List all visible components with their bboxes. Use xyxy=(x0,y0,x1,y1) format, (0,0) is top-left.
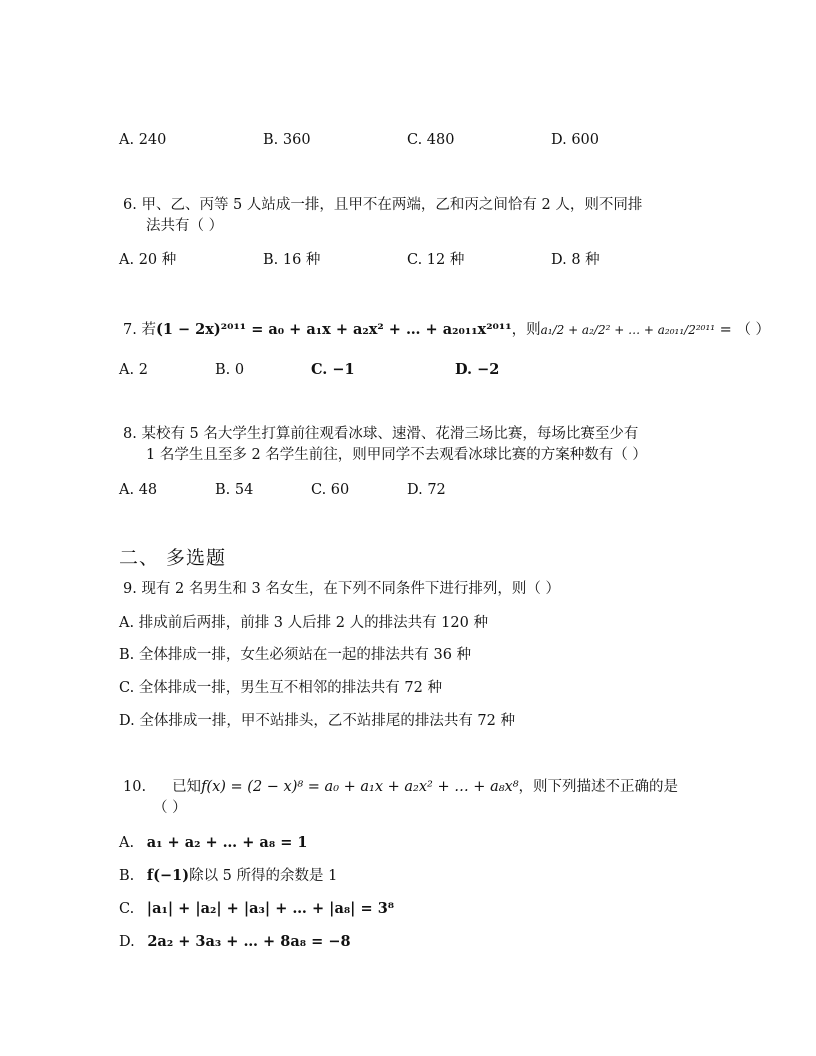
q10-option-b-label: B. xyxy=(119,868,135,884)
q10-expression: f(x) = (2 − x)⁸ = a₀ + a₁x + a₂x² + … + a₈x⁸ xyxy=(201,779,519,795)
q10-number: 10. xyxy=(123,779,147,795)
q8-option-a: A. 48 xyxy=(119,482,158,498)
q8-stem-line2: 1 名学生且至多 2 名学生前往，则甲同学不去观看冰球比赛的方案种数有（ ） xyxy=(146,447,647,463)
q10-option-a-label: A. xyxy=(119,835,135,851)
q10-option-d-expr: 2a₂ + 3a₃ + … + 8a₈ = −8 xyxy=(147,933,351,950)
q7-fraction-sum: a₁/2 + a₂/2² + … + a₂₀₁₁/2²⁰¹¹ xyxy=(540,323,716,337)
q10-option-b-expr: f(−1) xyxy=(146,867,190,884)
q6-option-d: D. 8 种 xyxy=(551,252,600,268)
q7-expression: (1 − 2x)²⁰¹¹ = a₀ + a₁x + a₂x² + … + a₂₀₁₁x²⁰¹¹ xyxy=(155,321,512,338)
q10-post: ，则下列描述不正确的是 xyxy=(518,779,679,795)
q5-option-a: A. 240 xyxy=(119,132,167,148)
q10-option-c-expr: |a₁| + |a₂| + |a₃| + … + |a₈| = 3⁸ xyxy=(146,900,395,917)
q6-option-b: B. 16 种 xyxy=(263,252,321,268)
q5-option-c: C. 480 xyxy=(407,132,455,148)
q7-option-b: B. 0 xyxy=(215,362,245,378)
q10-stem-line2: （ ） xyxy=(153,800,187,816)
q10-option-a-expr: a₁ + a₂ + … + a₈ = 1 xyxy=(146,834,308,851)
q10-option-d-label: D. xyxy=(119,934,135,950)
q8-option-b: B. 54 xyxy=(215,482,254,498)
q10-pre: 已知 xyxy=(172,779,202,795)
q6-option-a: A. 20 种 xyxy=(119,252,177,268)
q6-option-c: C. 12 种 xyxy=(407,252,465,268)
q10-option-b-text: 除以 5 所得的余数是 1 xyxy=(189,868,338,884)
q8-stem-line1: 8. 某校有 5 名大学生打算前往观看冰球、速滑、花滑三场比赛，每场比赛至少有 xyxy=(123,426,639,442)
q7-option-c: C. −1 xyxy=(311,361,355,378)
q10-option-c-label: C. xyxy=(119,901,135,917)
q9-option-a: A. 排成前后两排，前排 3 人后排 2 人的排法共有 120 种 xyxy=(119,615,488,631)
q9-option-b: B. 全体排成一排，女生必须站在一起的排法共有 36 种 xyxy=(119,647,472,663)
q7-suffix: = （ ） xyxy=(715,322,771,338)
q8-option-d: D. 72 xyxy=(407,482,446,498)
q9-option-d: D. 全体排成一排，甲不站排头，乙不站排尾的排法共有 72 种 xyxy=(119,713,515,729)
q10-stem-line1 xyxy=(123,777,678,797)
q10-option-a xyxy=(119,833,308,853)
q9-stem: 9. 现有 2 名男生和 3 名女生，在下列不同条件下进行排列，则（ ） xyxy=(123,581,560,597)
q10-option-b xyxy=(119,866,337,886)
q6-stem-line2: 法共有（ ） xyxy=(146,218,224,234)
q7-mid: ，则 xyxy=(511,322,541,338)
q7-option-d: D. −2 xyxy=(455,361,500,378)
q10-option-d xyxy=(119,932,351,952)
q7-stem xyxy=(123,320,770,340)
q10-option-c xyxy=(119,899,394,919)
q7-prefix: 7. 若 xyxy=(123,322,156,338)
q5-option-d: D. 600 xyxy=(551,132,600,148)
q9-option-c: C. 全体排成一排，男生互不相邻的排法共有 72 种 xyxy=(119,680,442,696)
section-heading-multiple-choice: 二、 多选题 xyxy=(119,547,227,569)
q8-option-c: C. 60 xyxy=(311,482,350,498)
q5-option-b: B. 360 xyxy=(263,132,311,148)
q7-option-a: A. 2 xyxy=(119,362,148,378)
q6-stem-line1: 6. 甲、乙、丙等 5 人站成一排，且甲不在两端，乙和丙之间恰有 2 人，则不同排 xyxy=(123,197,643,213)
